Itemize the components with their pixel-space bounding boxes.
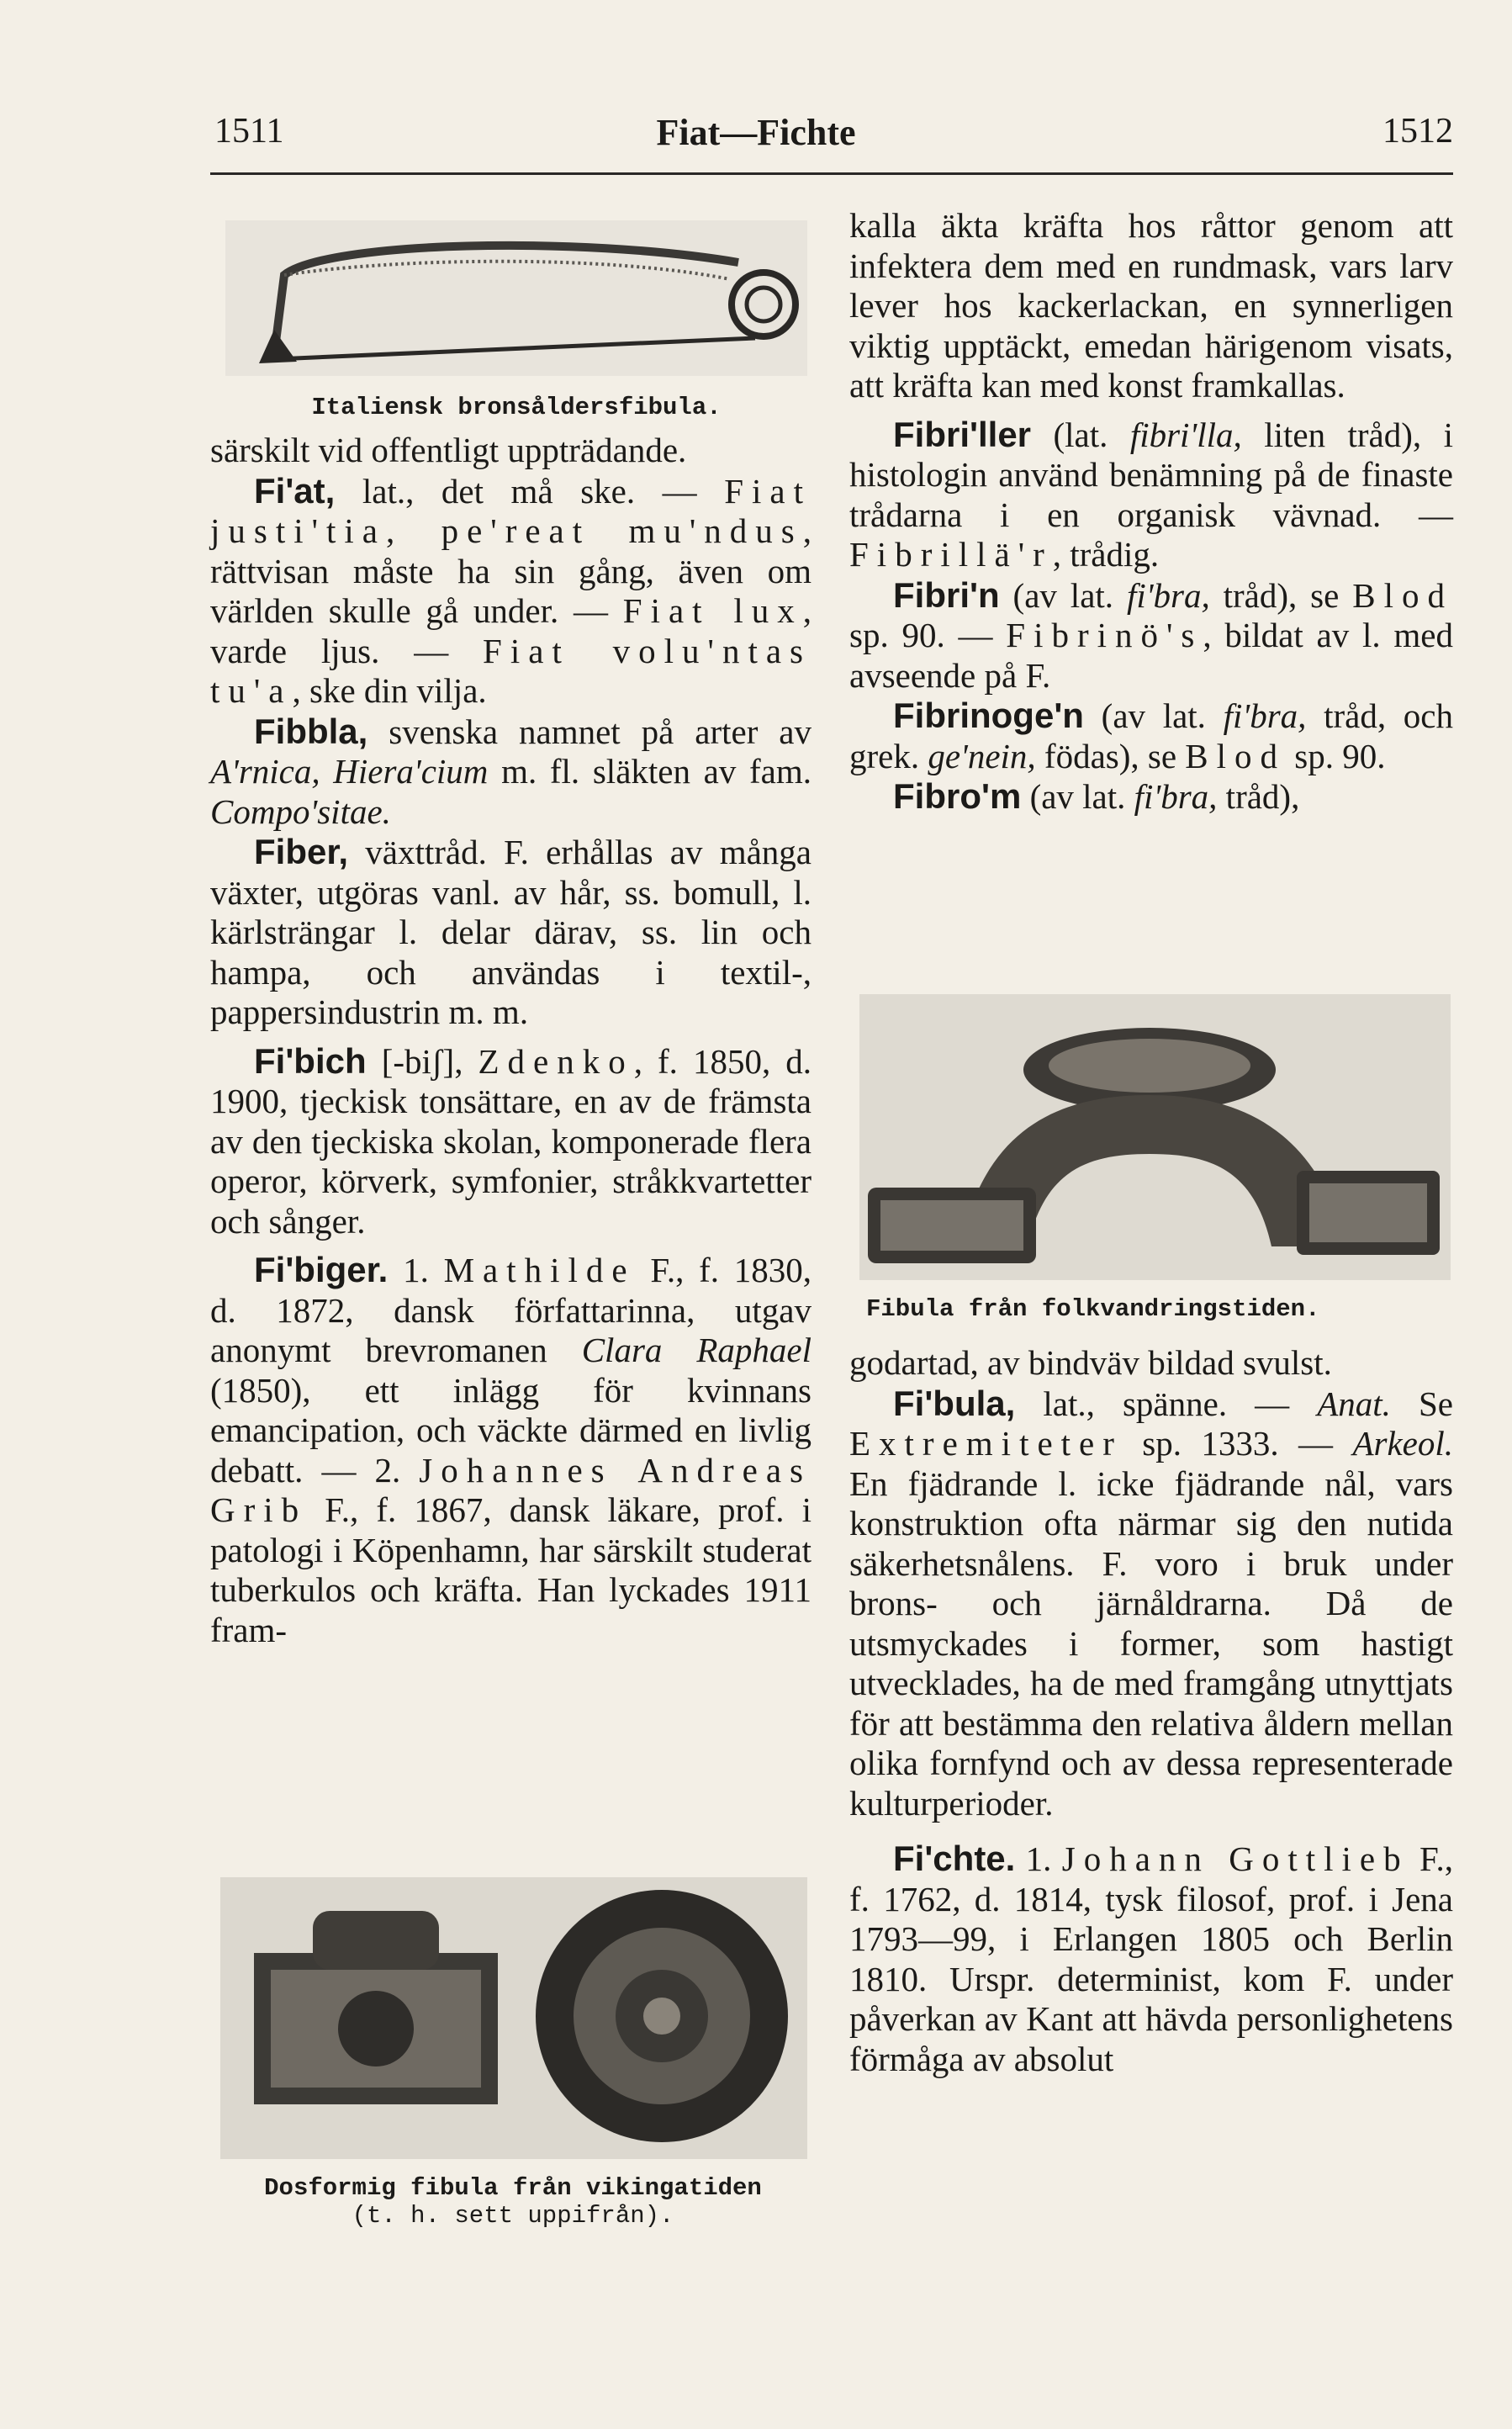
entry-fibich: Fi'bich [-biʃ], Zdenko, f. 1850, d. 1900, tjeckisk tonsättare, en av de främsta av den tjeckiska skolan, komponerade flera operor, körverk, symfonier, stråkkvartetter och sånger. <box>210 1040 812 1241</box>
entry-fiber: Fiber, växttråd. F. erhållas av många växter, utgöras vanl. av hår, ss. bomull, l. kärlsträngar l. delar därav, ss. lin och hampa, och användas i textil-, pappersindustrin m. m. <box>210 832 812 1031</box>
headword: Fibbla, <box>254 711 368 751</box>
page-number-left: 1511 <box>214 112 284 151</box>
pin-caption: Italiensk bronsåldersfibula. <box>311 394 722 421</box>
headword: Fibri'ller <box>893 414 1032 454</box>
safety-pin-illustration <box>225 220 807 376</box>
headword: Fi'biger. <box>254 1250 389 1289</box>
entry-fibbla: Fibbla, svenska namnet på arter av A'rnica, Hiera'cium m. fl. släkten av fam. Compo'sitae. <box>210 711 812 831</box>
entry-fichte: Fi'chte. 1. Johann Gottlieb F., f. 1762, d. 1814, tysk filosof, prof. i Jena 1793—99, i Erlangen 1805 och Berlin 1810. Urspr. determinist, kom F. under påverkan av Kant att hävda personlighetens förmåga av absolut <box>849 1839 1453 2078</box>
headword: Fi'at, <box>254 470 336 511</box>
entry-fibula: Fi'bula, lat., spänne. — Anat. Se Extremiteter sp. 1333. — Arkeol. En fjädrande l. icke fjädrande nål, vars konstruktion ofta närmar sig den nutida säkerhetsnålens. F. voro i bruk under brons- och järnåldrarna. Då de utsmyckades i former, som hastigt utvecklades, ha de med framgång utnyttjats för att bestämma den relativa åldern mellan olika fornfynd och av dessa representerade kulturperioder. <box>849 1383 1453 1823</box>
headword: Fibro'm <box>893 776 1022 816</box>
box-fibula-figure <box>220 1877 807 2159</box>
page-number-right: 1512 <box>1382 112 1453 151</box>
entry-fiat: Fi'at, lat., det må ske. — Fiat justi'tia, pe'reat mu'ndus, rättvisan måste ha sin gång, även om världen skulle gå under. — Fiat lux, varde ljus. — Fiat volu'ntas tu'a, ske din vilja. <box>210 470 812 710</box>
column-right-lower <box>849 1343 1453 2079</box>
continuation-text: godartad, av bindväv bildad svulst. <box>849 1343 1332 1382</box>
box-fibula-caption: Dosformig fibula från vikingatiden (t. h. sett uppifrån). <box>264 2174 762 2230</box>
headword: Fi'bich <box>254 1040 367 1081</box>
continuation-text: kalla äkta kräfta hos råttor genom att infektera dem med en rundmask, vars larv lever hos kackerlackan, en synnerligen viktig upptäckt, emedan härigenom visats, att kräfta kan med konst framkallas. <box>849 206 1453 405</box>
column-left <box>210 431 812 1650</box>
pin-figure <box>225 220 807 376</box>
headword: Fibrinoge'n <box>893 696 1084 735</box>
brooch-caption: Fibula från folkvandringstiden. <box>866 1295 1320 1323</box>
entry-fibriller: Fibri'ller (lat. fibri'lla, liten tråd), i histologin använd benämning på de finaste trådarna i en organisk vävnad. — Fibrillä'r, trådig. <box>849 414 1453 574</box>
header-rule <box>210 172 1453 175</box>
entry-fibiger: Fi'biger. 1. Mathilde F., f. 1830, d. 1872, dansk författarinna, utgav anonymt brevromanen Clara Raphael (1850), ett inlägg för kvinnans emancipation, och väckte därmed en livlig debatt. — 2. Johannes Andreas Grib F., f. 1867, dansk läkare, prof. i patologi i Köpenhamn, har särskilt studerat tuberkulos och kräfta. Han lyckades 1911 fram- <box>210 1250 812 1649</box>
entry-fibrin: Fibri'n (av lat. fi'bra, tråd), se Blod sp. 90. — Fibrinö's, bildat av l. med avseende på F. <box>849 574 1453 695</box>
brooch-photo <box>859 994 1451 1280</box>
brooch-figure <box>859 994 1451 1280</box>
headword: Fi'chte. <box>893 1839 1016 1878</box>
continuation-text: särskilt vid offentligt uppträdande. <box>210 431 687 469</box>
box-fibula-photo <box>220 1877 807 2159</box>
column-right <box>849 206 1453 818</box>
headword: Fiber, <box>254 832 349 871</box>
entry-fibrinogen: Fibrinoge'n (av lat. fi'bra, tråd, och grek. ge'nein, födas), se Blod sp. 90. <box>849 696 1453 775</box>
headword: Fi'bula, <box>893 1383 1016 1423</box>
headword: Fibri'n <box>893 574 1000 615</box>
running-title: Fiat—Fichte <box>656 112 856 153</box>
entry-fibrom: Fibro'm (av lat. fi'bra, tråd), <box>893 776 1300 816</box>
